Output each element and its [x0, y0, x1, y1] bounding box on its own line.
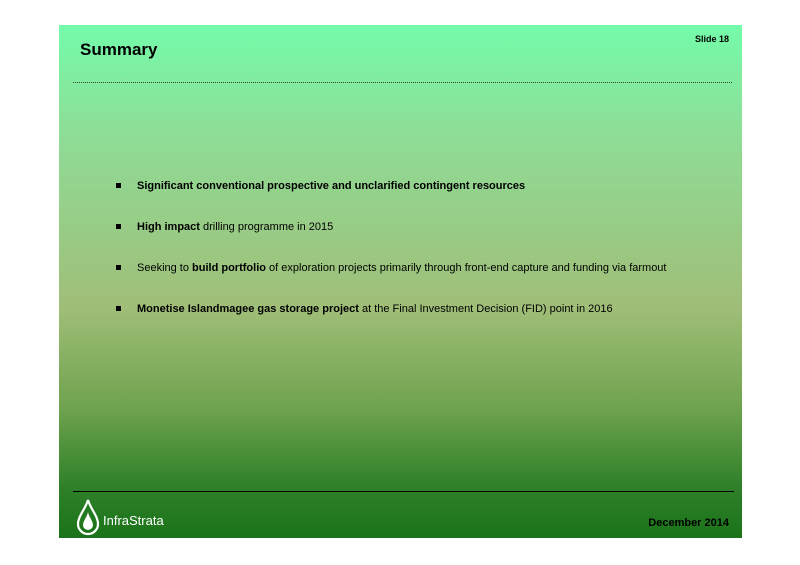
slide-title: Summary [80, 40, 158, 59]
bullet-bold-text: High impact [137, 221, 200, 233]
footer-divider [73, 491, 734, 492]
header-divider [73, 82, 732, 83]
logo-wordmark: InfraStrata [103, 513, 164, 528]
bullet-square-icon [116, 265, 121, 270]
bullet-square-icon [116, 183, 121, 188]
bullet-text: drilling programme in 2015 [199, 221, 334, 233]
slide [59, 25, 742, 538]
bullet-square-icon [116, 224, 121, 229]
slide-number: Slide 18 [694, 34, 729, 44]
bullet-bold-text: Monetise Islandmagee gas storage project [137, 303, 359, 315]
infrastrata-drop-logo-icon [75, 498, 101, 536]
bullet-text: of exploration projects primarily through front-end capture and funding via farmout [265, 262, 667, 274]
bullet-square-icon [116, 306, 121, 311]
bullet-bold-text: Significant conventional prospective and unclarified contingent resources [137, 180, 526, 192]
bullet-bold-text: build portfolio [192, 262, 266, 274]
bullet-text-pre: Seeking to [137, 262, 193, 274]
bullet-text: at the Final Investment Decision (FID) point in 2016 [358, 303, 613, 315]
footer-date: December 2014 [648, 517, 729, 529]
